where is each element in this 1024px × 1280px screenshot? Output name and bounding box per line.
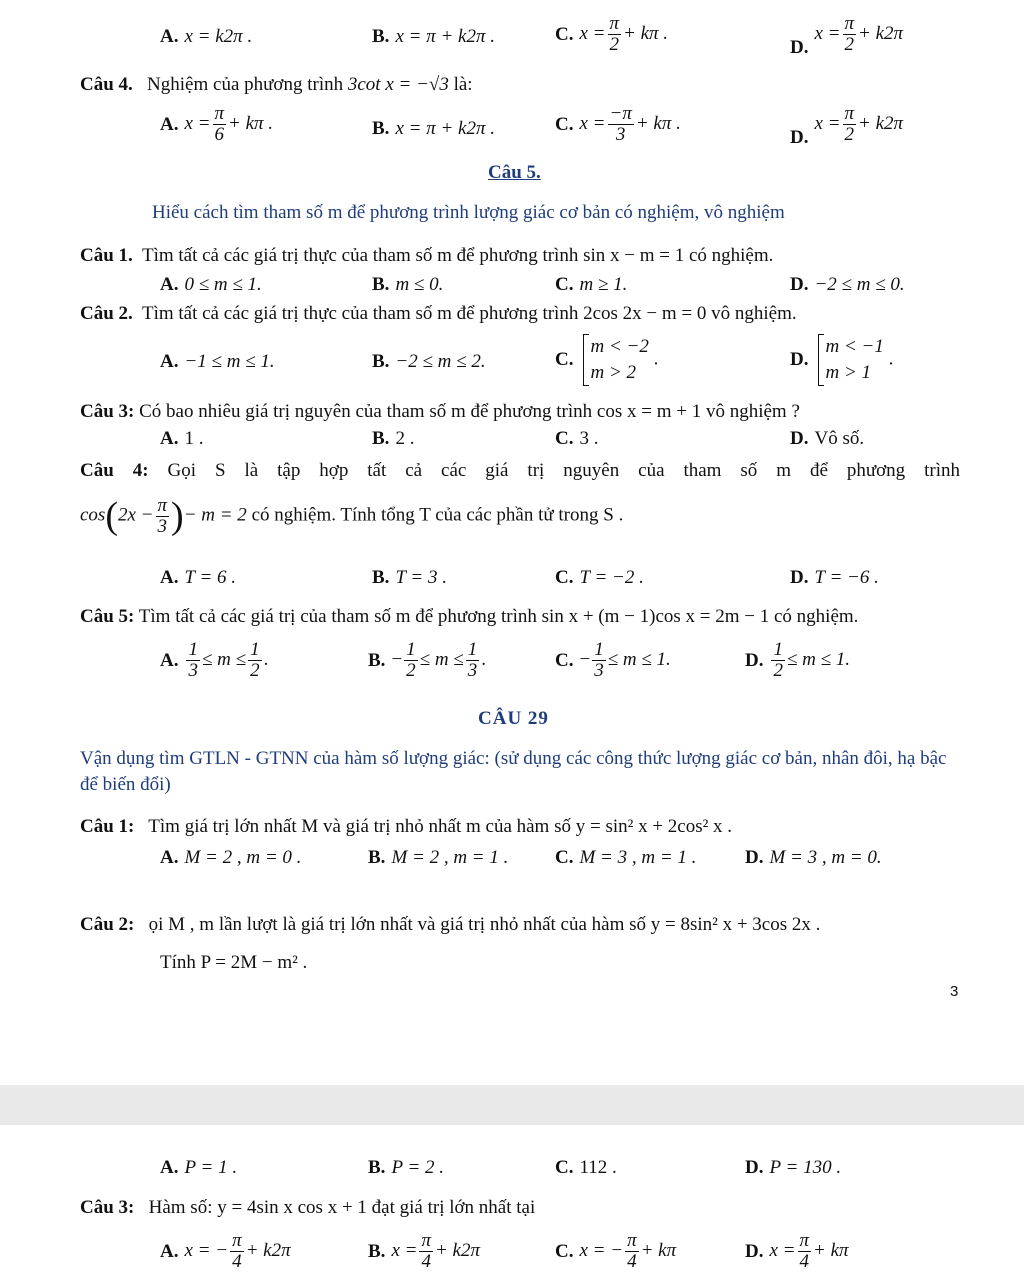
question-2: Câu 2: ọi M , m lần lượt là giá trị lớn nhất và giá trị nhỏ nhất của hàm số y = 8sin² x + 3cos 2x . [80,914,821,935]
question-cau4: Câu 4. Nghiệm của phương trình 3cot x = −√3 là: [80,74,473,95]
section-subtitle: Vận dụng tìm GTLN - GTNN của hàm số lượng giác: (sử dụng các công thức lượng giác cơ bản, nhân đôi, hạ bậc để biến đổi) [80,748,947,795]
option-b: B. x = $\frac{\pi}{4}$ + k2π [368,1230,481,1272]
option-a: A. M = 2 , m = 0 . [160,847,302,868]
section-subtitle: Hiểu cách tìm tham số m để phương trình lượng giác cơ bản có nghiệm, vô nghiệm [152,202,785,223]
fraction: $\frac{\pi}{2}$ [844,13,855,55]
document-page-2 [0,1125,1024,1280]
option-d: D. −2 ≤ m ≤ 0. [790,274,905,295]
option-c: C. 3 . [555,428,599,449]
question-5: Câu 5: Tìm tất cả các giá trị của tham số m để phương trình sin x + (m − 1)cos x = 2m − 1 có nghiệm. [80,606,859,627]
option-d: D. M = 3 , m = 0. [745,847,882,868]
option-a: A. x = k2π . [160,26,253,47]
option-d: D. T = −6 . [790,567,879,588]
system-bracket: m < −1 m > 1 [818,334,883,386]
option-b: B. P = 2 . [368,1157,445,1178]
option-c: C. x = $\frac{-\pi}{3}$ + kπ . [555,103,681,145]
question-3: Câu 3: Hàm số: y = 4sin x cos x + 1 đạt giá trị lớn nhất tại [80,1197,536,1218]
question-1: Câu 1: Tìm giá trị lớn nhất M và giá trị nhỏ nhất m của hàm số y = sin² x + 2cos² x . [80,816,733,837]
option-c: C. 112 . [555,1157,617,1178]
option-d: D. m < −1 m > 1 . [790,334,893,386]
question-2: Câu 2. Tìm tất cả các giá trị thực của tham số m để phương trình 2cos 2x − m = 0 vô nghiệm. [80,303,797,324]
option-c: C. m ≥ 1. [555,274,628,295]
fraction: $\frac{1}{2}$ [250,639,260,681]
option-c: C. T = −2 . [555,567,644,588]
option-a: A. 1 . [160,428,204,449]
option-b: B. x = π + k2π . [372,26,495,47]
fraction: $\frac{\pi}{4}$ [421,1230,431,1272]
fraction: $\frac{1}{2}$ [773,639,783,681]
fraction: $\frac{1}{3}$ [188,639,198,681]
page-gap [0,1085,1024,1125]
fraction: $\frac{1}{3}$ [467,639,478,681]
fraction: $\frac{\pi}{6}$ [214,103,225,145]
option-d: D.x = $\frac{\pi}{2}$ + k2π [790,13,904,58]
fraction: $\frac{1}{3}$ [594,639,604,681]
option-b: B. x = π + k2π . [372,118,495,139]
option-a: A. T = 6 . [160,567,237,588]
option-a: A. −1 ≤ m ≤ 1. [160,351,275,372]
option-a: A. x = $\frac{\pi}{6}$ + kπ . [160,103,274,145]
option-a: A. x = − $\frac{\pi}{4}$ + k2π [160,1230,291,1272]
option-b: B. m ≤ 0. [372,274,444,295]
question-4-equation: cos(2x − $\frac{\pi}{3}$ )− m = 2 có nghiệm. Tính tổng T của các phần tử trong S . [80,494,624,537]
fraction: $\frac{\pi}{2}$ [844,103,855,145]
option-a: A. $\frac{1}{3}$ ≤ m ≤ $\frac{1}{2}$ . [160,639,269,681]
option-d: D. P = 130 . [745,1157,842,1178]
page-number: 3 [950,983,959,1000]
option-b: B. 2 . [372,428,415,449]
fraction: $\frac{\pi}{4}$ [627,1230,637,1272]
question-3: Câu 3: Có bao nhiêu giá trị nguyên của tham số m để phương trình cos x = m + 1 vô nghiệm ? [80,401,800,422]
fraction: $\frac{-\pi}{3}$ [609,103,632,145]
fraction: $\frac{\pi}{3}$ [157,494,168,537]
option-c: C. x = − $\frac{\pi}{4}$ + kπ [555,1230,677,1272]
option-a: A. P = 1 . [160,1157,238,1178]
system-bracket: m < −2 m > 2 [583,334,648,386]
option-c: C. x = $\frac{\pi}{2}$ + kπ . [555,13,669,55]
section-title: CÂU 29 [478,708,549,729]
question-4: Câu 4: Gọi S là tập hợp tất cả các giá trị nguyên của tham số m để phương trình [80,460,960,481]
option-d: D. x = $\frac{\pi}{4}$ + kπ [745,1230,849,1272]
option-c: C. M = 3 , m = 1 . [555,847,697,868]
option-d: D. $\frac{1}{2}$ ≤ m ≤ 1. [745,639,851,681]
fraction: $\frac{1}{2}$ [406,639,416,681]
option-a: A. 0 ≤ m ≤ 1. [160,274,262,295]
fraction: $\frac{\pi}{4}$ [799,1230,810,1272]
option-b: B. − $\frac{1}{2}$ ≤ m ≤ $\frac{1}{3}$ . [368,639,486,681]
question-2-line2: Tính P = 2M − m² . [160,952,308,973]
option-d: D. Vô số. [790,428,865,449]
option-d: D.x = $\frac{\pi}{2}$ + k2π [790,103,904,148]
fraction: $\frac{\pi}{4}$ [232,1230,242,1272]
fraction: $\frac{\pi}{2}$ [609,13,620,55]
option-b: B. M = 2 , m = 1 . [368,847,509,868]
option-c: C. − $\frac{1}{3}$ ≤ m ≤ 1. [555,639,671,681]
section-title: Câu 5. [488,162,541,183]
option-b: B. T = 3 . [372,567,447,588]
question-1: Câu 1. Tìm tất cả các giá trị thực của tham số m để phương trình sin x − m = 1 có nghiệm. [80,245,774,266]
option-c: C. m < −2 m > 2 . [555,334,658,386]
option-b: B. −2 ≤ m ≤ 2. [372,351,486,372]
